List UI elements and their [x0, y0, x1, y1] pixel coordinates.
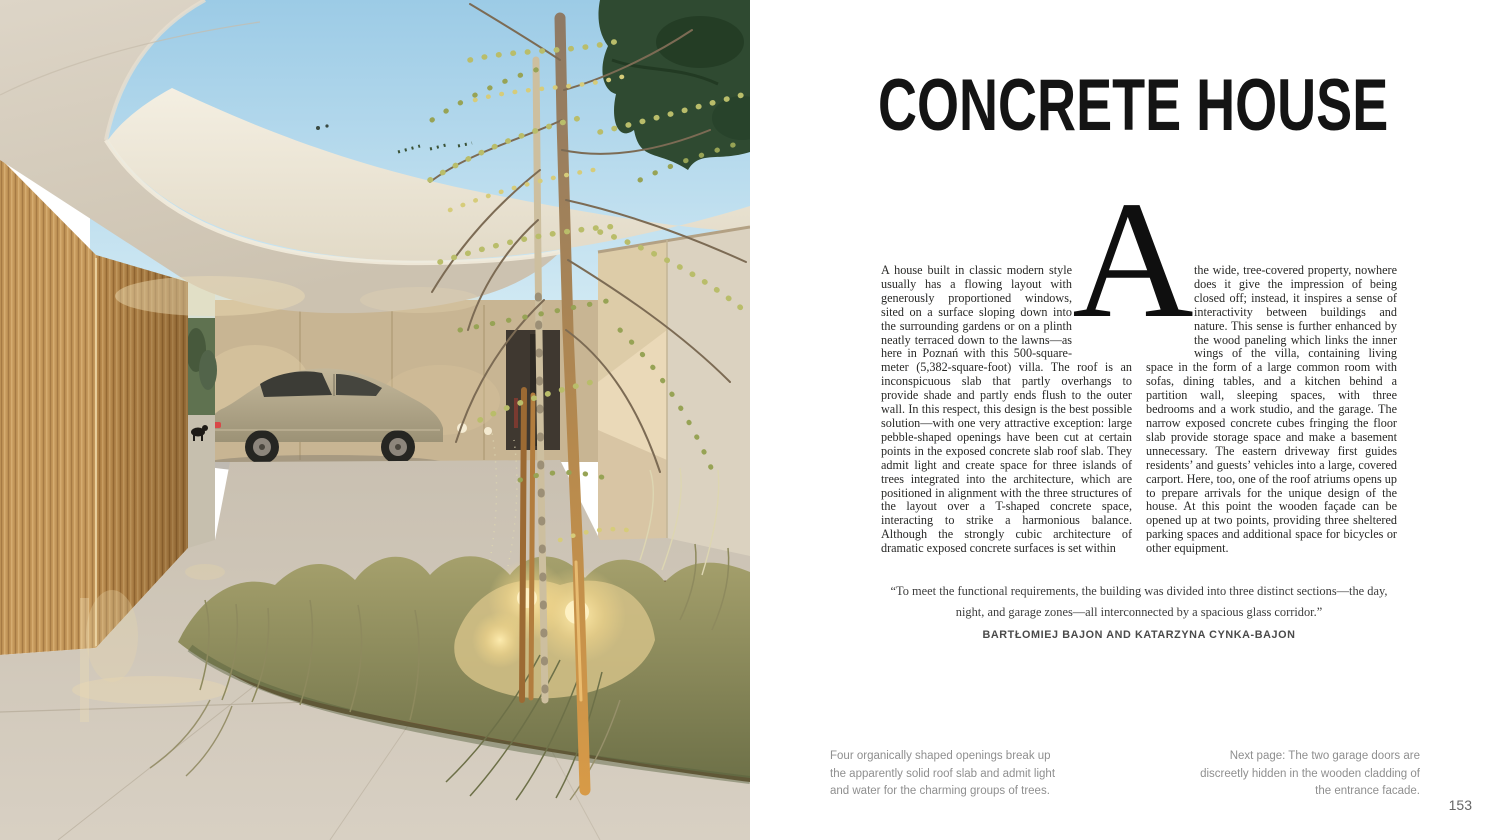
body-column-right [1146, 264, 1397, 556]
quote-attribution: BARTŁOMIEJ BAJON AND KATARZYNA CYNKA-BAJON [982, 629, 1296, 641]
caption-right: Next page: The two garage doors are discreetly hidden in the wooden cladding of the entrance facade. [1200, 750, 1420, 797]
pull-quote: “To meet the functional requirements, the building was divided into three distinct sections—the day, night, and garage zones—all interconnected by a spacious glass corridor.” [890, 584, 1388, 619]
dropcap-spacer [1146, 264, 1194, 348]
text-page [750, 0, 1500, 840]
drop-cap: A [1072, 167, 1194, 353]
body-column-left [881, 264, 1132, 556]
pull-quote-block [881, 581, 1397, 641]
dropcap-spacer [1072, 264, 1132, 348]
caption-left: Four organically shaped openings break up the apparently solid roof slab and admit light and water for the charming groups of trees. [830, 750, 1056, 797]
concrete-cube [598, 226, 750, 558]
body-text-right: the wide, tree-covered property, nowhere does it give the impression of being closed off; instead, it inspires a sense of interactivity between buildings and nature. This sense is further enhanced by the wood paneling which links the inner wings of the villa, containing living space in the form of a large common room with sofas, dining tables, and a kitchen behind a partition wall, sleeping spaces, with three bedrooms and a work studio, and the garage. The narrow exposed concrete cubes fringing the floor slab provide storage space and make a basement unnecessary. The eastern driveway first guides residents’ and guests’ vehicles into a large, covered carport. Here, too, one of the roof atriums opens up to prepare arrivals for the unique design of the house. At this point the wooden façade can be opened up at two points, providing three sheltered parking spaces and additional space for bicycles or other equipment. [1146, 263, 1397, 556]
body-columns [881, 264, 1397, 556]
body-text-left: A house built in classic modern style usually has a flowing layout with generously proportioned windows, sited on a surface sloping down into the surrounding gardens or on a plinth neatly terraced down to the lawns—as here in Poznań with this 500-square-meter (5,382-square-foot) villa. The roof is an inconspicuous slab that partly overhangs to provide shade and partly ends flush to the outer wall. In this respect, this design is the best possible solution—with one very attractive exception: large pebble-shaped openings have been cut at certain points in the exposed concrete slab roof slab. They admit light and create space for three islands of trees integrated into the architecture, which are positioned in alignment with the three structures of the layout over a T-shaped concrete space, interacting to strike a harmonious balance. Although the strongly cubic architecture of dramatic exposed concrete surfaces is set within [881, 263, 1132, 556]
page-number: 153 [1448, 797, 1472, 813]
chapter-title: CONCRETE HOUSE [878, 65, 1389, 146]
corridor-view [186, 282, 217, 550]
